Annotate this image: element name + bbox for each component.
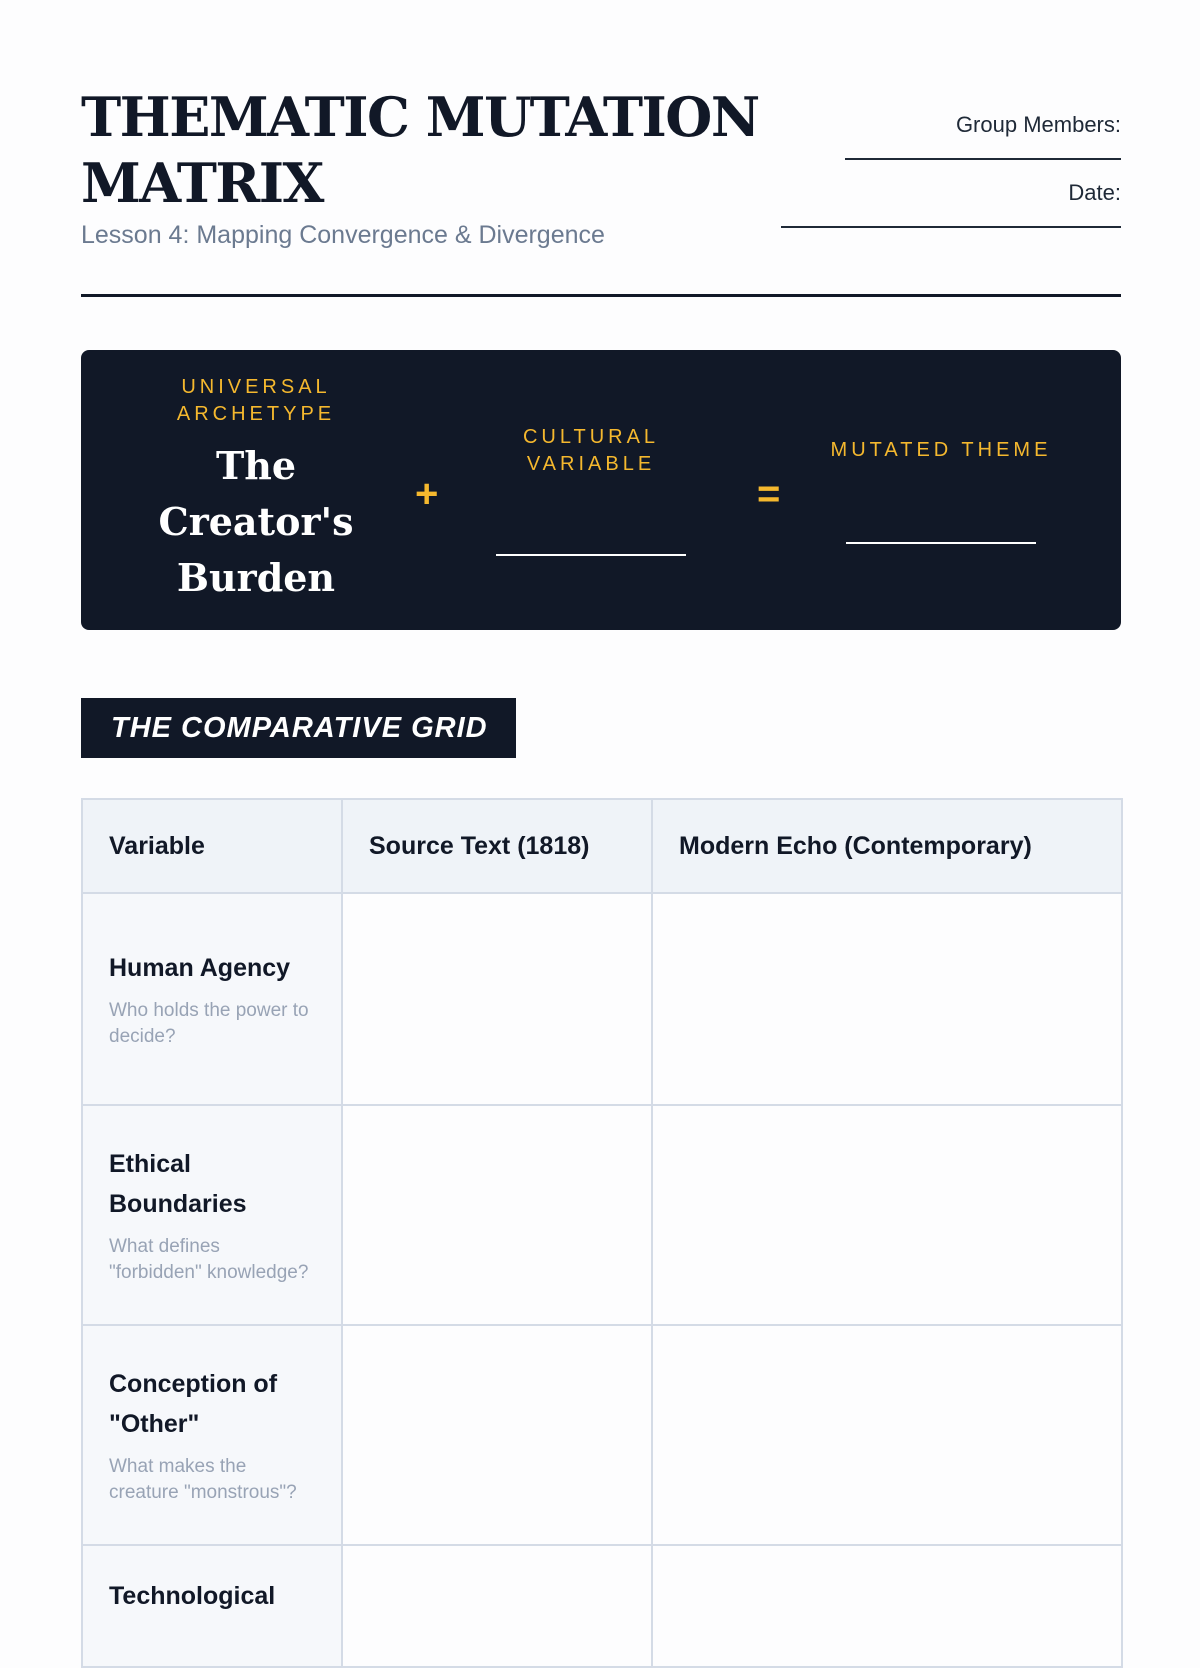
variable-name: Human Agency	[109, 954, 291, 982]
group-members-label: Group Members:	[955, 112, 1121, 137]
mutated-theme-label: MUTATED THEME	[830, 438, 1052, 461]
title-block	[81, 84, 781, 250]
worksheet-page	[81, 0, 1121, 1610]
page-subtitle: Lesson 4: Mapping Convergence & Divergence	[81, 221, 605, 249]
source-text-cell[interactable]	[342, 1105, 652, 1325]
section-heading: THE COMPARATIVE GRID	[81, 698, 516, 758]
variable-name: Ethical Boundaries	[109, 1150, 247, 1218]
table-row	[82, 1105, 1122, 1325]
page-title: THEMATIC MUTATION MATRIX	[81, 85, 759, 215]
source-text-cell[interactable]	[342, 1325, 652, 1545]
variable-name: Conception of "Other"	[109, 1370, 278, 1438]
column-header-variable: Variable	[82, 799, 342, 893]
column-header-source-text: Source Text (1818)	[342, 799, 652, 893]
source-text-cell[interactable]	[342, 1545, 652, 1667]
date-label: Date:	[1068, 180, 1121, 205]
theme-formula-banner	[81, 350, 1121, 630]
table-row	[82, 1325, 1122, 1545]
variable-cell	[82, 893, 342, 1105]
variable-hint: Who holds the power to decide?	[109, 1000, 309, 1047]
modern-echo-cell[interactable]	[652, 1545, 1122, 1667]
modern-echo-cell[interactable]	[652, 893, 1122, 1105]
modern-echo-cell[interactable]	[652, 1105, 1122, 1325]
archetype-value: The Creator's Burden	[158, 443, 354, 600]
cultural-variable-column	[481, 350, 701, 630]
table-row	[82, 893, 1122, 1105]
variable-hint: What defines "forbidden" knowledge?	[109, 1236, 309, 1283]
archetype-label: UNIVERSAL ARCHETYPE	[176, 376, 336, 425]
table-row	[82, 1545, 1122, 1667]
group-members-field[interactable]	[845, 138, 1121, 160]
variable-cell	[82, 1325, 342, 1545]
header-divider	[81, 294, 1121, 297]
comparative-grid	[81, 798, 1123, 1668]
cultural-variable-label: CULTURAL VARIABLE	[522, 426, 660, 475]
archetype-column	[121, 350, 391, 630]
variable-name: Technological	[109, 1582, 276, 1610]
variable-cell	[82, 1105, 342, 1325]
variable-cell	[82, 1545, 342, 1667]
equals-operator: =	[757, 472, 781, 516]
modern-echo-cell[interactable]	[652, 1325, 1122, 1545]
worksheet-header	[81, 84, 1121, 296]
mutated-theme-column	[821, 350, 1061, 630]
grid-header-row	[82, 799, 1122, 893]
meta-fields	[761, 112, 1121, 228]
column-header-modern-echo: Modern Echo (Contemporary)	[652, 799, 1122, 893]
mutated-theme-blank[interactable]	[846, 542, 1036, 544]
cultural-variable-blank[interactable]	[496, 554, 686, 556]
plus-operator: +	[415, 472, 439, 516]
source-text-cell[interactable]	[342, 893, 652, 1105]
date-field[interactable]	[781, 206, 1121, 228]
variable-hint: What makes the creature "monstrous"?	[109, 1456, 297, 1503]
